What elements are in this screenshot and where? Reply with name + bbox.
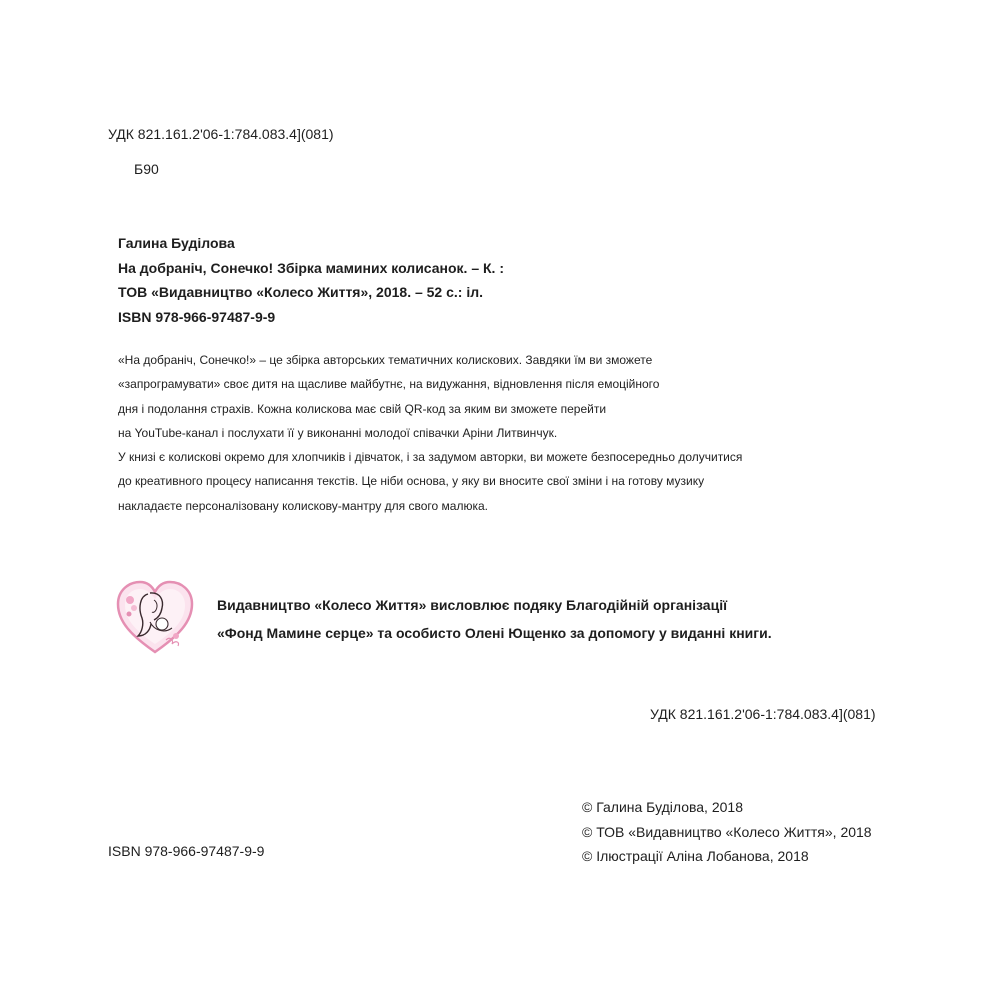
annotation-line: «запрограмувати» своє дитя на щасливе майбутнє, на видужання, відновлення після емоційного — [118, 377, 660, 392]
udk-code-bottom: УДК 821.161.2'06-1:784.083.4](081) — [650, 706, 876, 722]
annotation-line: дня і подолання страхів. Кожна колискова має свій QR-код за яким ви зможете перейти — [118, 401, 607, 416]
annotation-line: «На добраніч, Сонечко!» – це збірка авторських тематичних колискових. Завдяки їм ви зможете — [118, 353, 653, 367]
acknowledgement-text — [217, 591, 772, 647]
isbn-line: ISBN 978-966-97487-9-9 — [118, 308, 276, 325]
annotation-line: накладаєте персоналізовану колискову-мантру для свого малюка. — [118, 498, 488, 513]
publisher-line: ТОВ «Видавництво «Колесо Життя», 2018. – 52 с.: іл. — [118, 284, 484, 300]
udk-code-top: УДК 821.161.2'06-1:784.083.4](081) — [108, 126, 334, 142]
annotation-line: У книзі є колискові окремо для хлопчиків і дівчаток, і за задумом авторки, ви можете безпосередньо долучитися — [118, 450, 743, 465]
isbn-bottom: ISBN 978-966-97487-9-9 — [108, 843, 265, 859]
annotation-line: на YouTube-канал і послухати її у виконанні молодої співачки Аріни Литвинчук. — [118, 425, 558, 440]
copyright-line: © Галина Буділова, 2018 — [582, 799, 743, 815]
author-sign-code: Б90 — [134, 161, 159, 177]
heart-mother-child-logo-icon — [114, 578, 196, 658]
book-author: Галина Буділова — [118, 235, 235, 251]
bibliographic-record — [118, 231, 504, 329]
acknowledgement-line: Видавництво «Колесо Життя» висловлює подяку Благодійній організації — [217, 597, 728, 613]
acknowledgement-line: «Фонд Мамине серце» та особисто Олені Ющенко за допомогу у виданні книги. — [217, 625, 772, 641]
copyright-block — [582, 795, 872, 869]
annotation-line: до креативного процесу написання текстів. Це ніби основа, у яку ви вносите свої зміни і на готову музику — [118, 474, 705, 489]
book-annotation — [118, 348, 742, 518]
book-title-line: На добраніч, Сонечко! Збірка маминих колисанок. – К. : — [118, 259, 504, 276]
copyright-line: © ТОВ «Видавництво «Колесо Життя», 2018 — [582, 823, 872, 840]
copyright-line: © Ілюстрації Аліна Лобанова, 2018 — [582, 848, 809, 864]
